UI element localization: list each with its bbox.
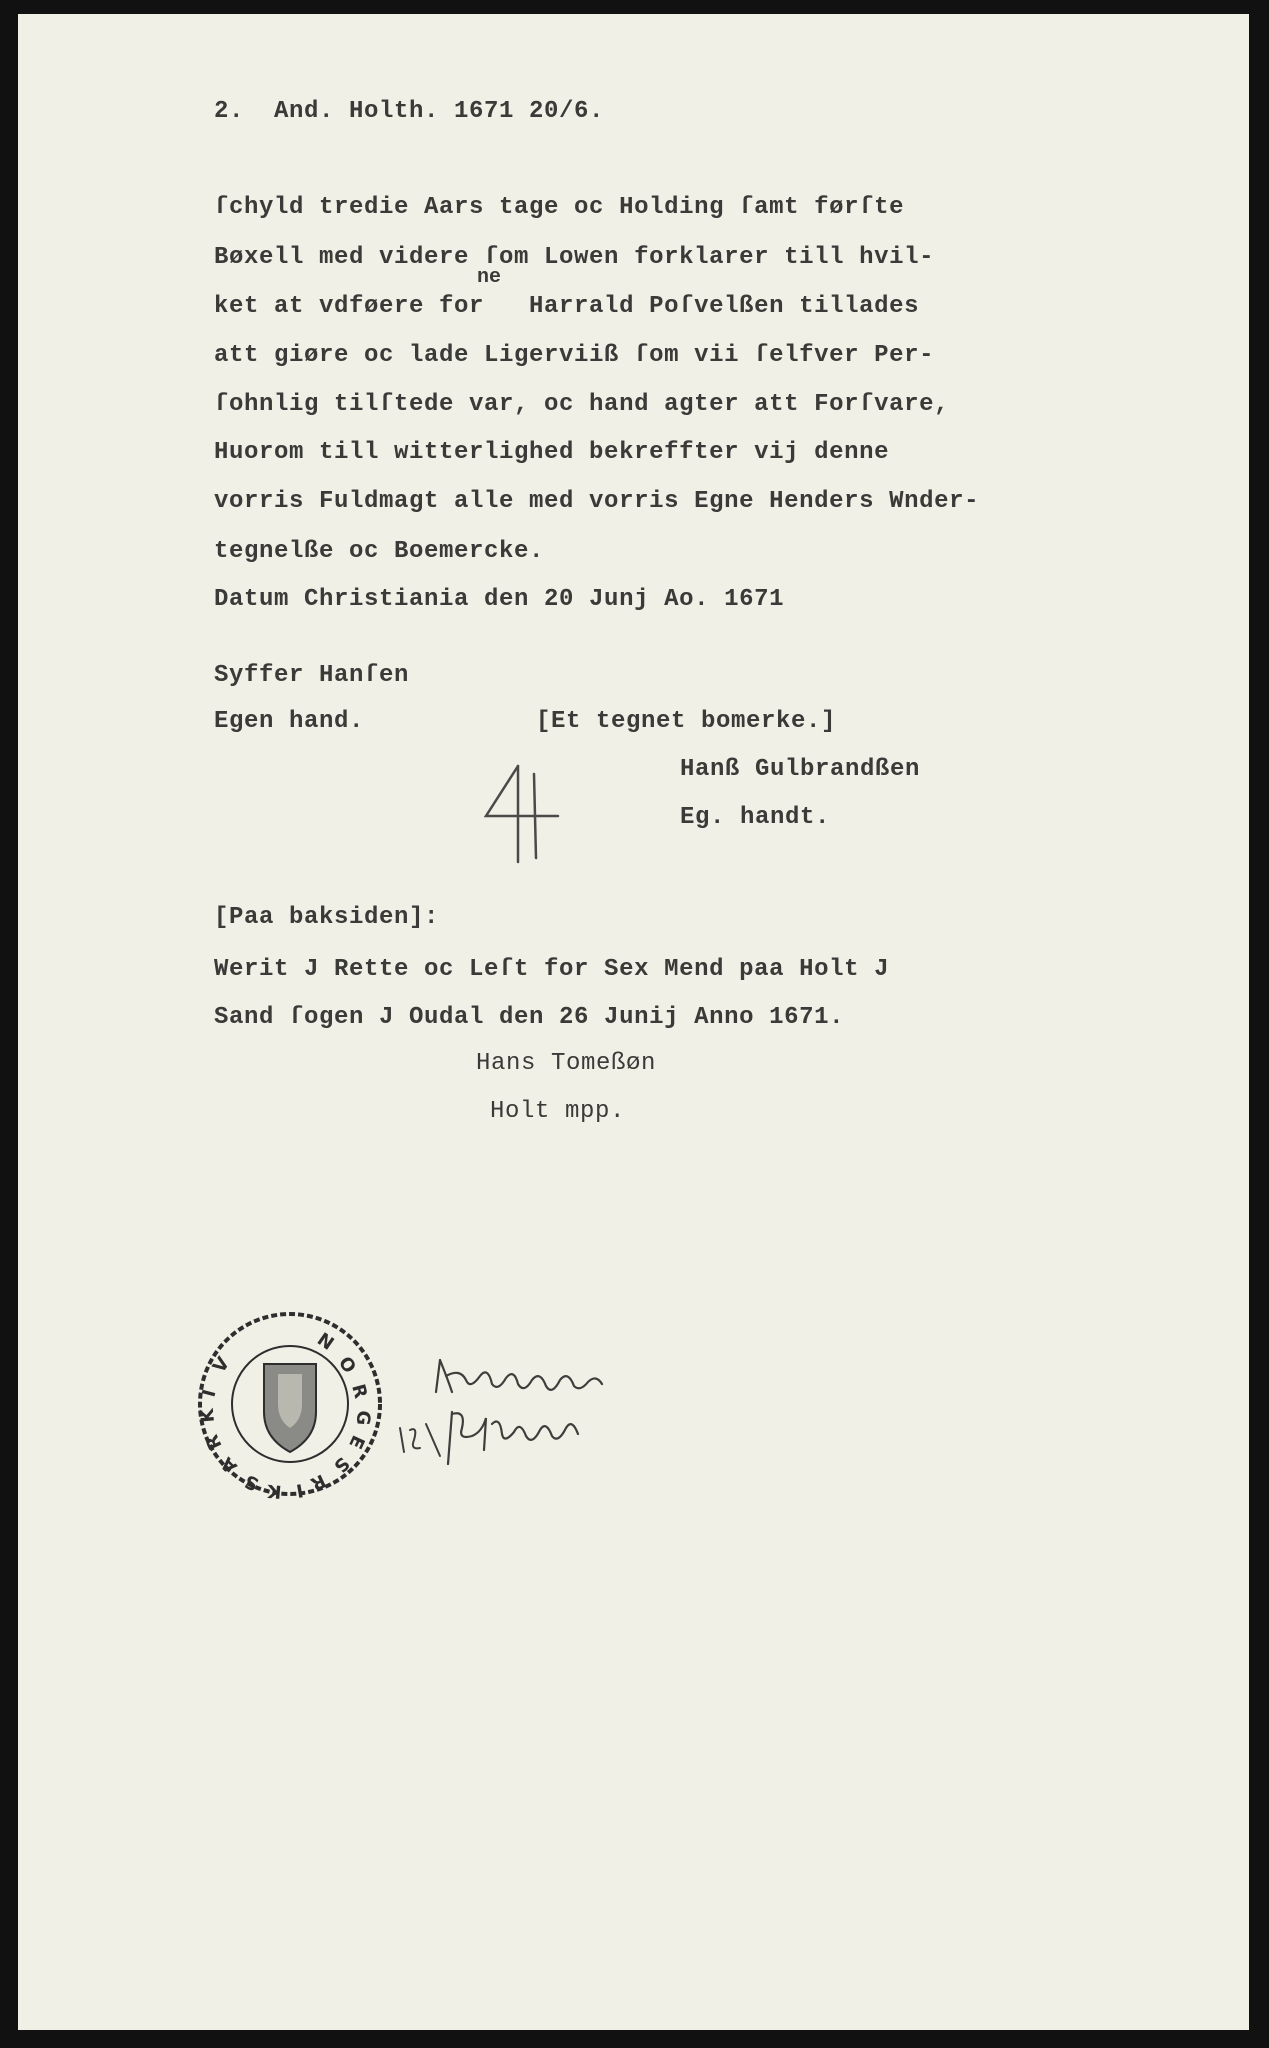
svg-text:K: K (266, 1479, 283, 1502)
svg-text:I: I (294, 1479, 305, 1501)
svg-text:S: S (241, 1469, 263, 1495)
signature-left-name: Syffer Hanſen (214, 662, 410, 689)
svg-text:O: O (333, 1352, 360, 1378)
svg-text:A: A (216, 1452, 242, 1478)
signature-left-note: Egen hand. (214, 708, 365, 735)
body-line: vorris Fuldmagt alle med vorris Egne Henders Wnder- (214, 488, 980, 515)
body-line: tegnelße oc Boemercke. (214, 538, 545, 565)
body-line: ſchyld tredie Aars tage oc Holding ſamt førſte (214, 194, 905, 221)
body-line: ket at vdføere for Harrald Poſvelßen tillades (214, 293, 920, 320)
svg-text:G: G (351, 1409, 374, 1427)
house-mark-drawing (480, 754, 590, 874)
reverse-signature-name: Hans Tomeßøn (476, 1050, 657, 1077)
document-heading: 2. And. Holth. 1671 20/6. (214, 98, 605, 125)
body-line: Huorom till witterlighed bekreffter vij denne (214, 439, 890, 466)
svg-text:R: R (347, 1381, 372, 1401)
svg-text:R: R (307, 1469, 329, 1495)
archive-stamp (190, 1304, 390, 1504)
reverse-side-label: [Paa baksiden]: (214, 904, 440, 931)
document-page (18, 14, 1249, 2030)
body-line: att giøre oc lade Ligerviiß ſom vii ſelfver Per- (214, 342, 935, 369)
svg-text:S: S (329, 1452, 354, 1477)
svg-text:R: R (201, 1431, 227, 1453)
signature-right-note: Eg. handt. (680, 804, 831, 831)
interlinear-insertion: ne (477, 266, 502, 289)
reverse-line: Werit J Rette oc Leſt for Sex Mend paa Holt J (214, 956, 890, 983)
body-line: ſohnlig tilſtede var, oc hand agter att Forſvare, (214, 391, 950, 418)
svg-text:E: E (344, 1431, 369, 1452)
body-line: Bøxell med videre ſom Lowen forklarer till hvil- (214, 244, 935, 271)
date-line: Datum Christiania den 20 Junj Ao. 1671 (214, 586, 785, 613)
svg-text:N: N (313, 1328, 338, 1355)
reverse-signature-place: Holt mpp. (490, 1098, 626, 1125)
signature-right-name: Hanß Gulbrandßen (680, 756, 921, 783)
svg-text:K: K (196, 1407, 219, 1424)
svg-text:V: V (208, 1353, 235, 1377)
svg-text:I: I (198, 1387, 221, 1400)
bracket-note: [Et tegnet bomerke.] (536, 708, 837, 735)
handwritten-archive-note (396, 1340, 636, 1470)
reverse-line: Sand ſogen J Oudal den 26 Junij Anno 1671. (214, 1004, 845, 1031)
